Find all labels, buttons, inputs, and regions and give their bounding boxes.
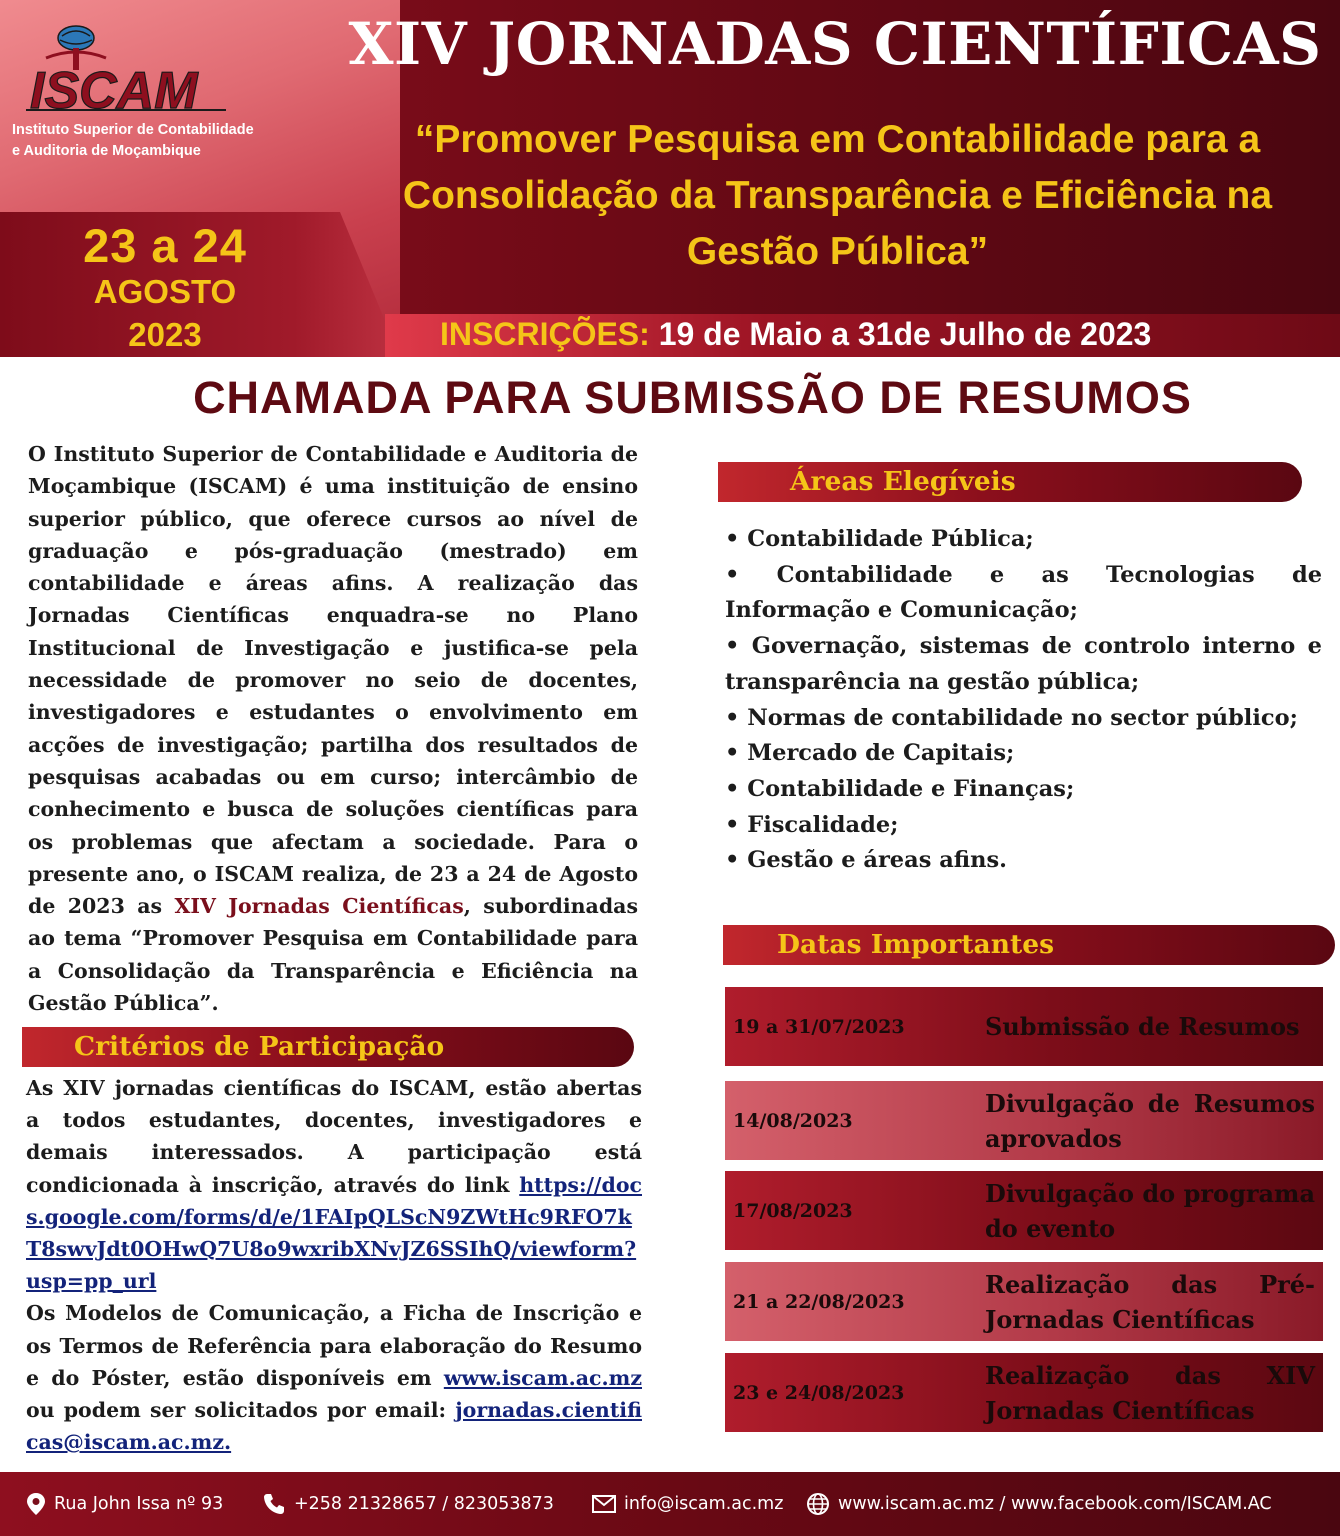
theme-line1: “Promover Pesquisa em Contabilidade para a	[414, 118, 1261, 161]
call-title: CHAMADA PARA SUBMISSÃO DE RESUMOS	[193, 372, 1192, 423]
criteria-heading-bar	[22, 1027, 634, 1067]
footer-email-text: info@iscam.ac.mz	[624, 1494, 784, 1514]
footer-bar	[0, 1472, 1340, 1536]
event-year: 2023	[128, 316, 202, 353]
date-row-date: 21 a 22/08/2023	[733, 1290, 905, 1313]
registration-dates: 19 de Maio a 31de Julho de 2023	[649, 316, 1152, 352]
footer-address-text: Rua John Issa nº 93	[54, 1494, 224, 1514]
intro-text-after: , subordinadas ao tema “Promover Pesquisa em Contabilidade para a Consolidação da Transparência e Eficiência na Gestão Pública”.	[28, 894, 638, 1016]
dates-heading: Datas Importantes	[777, 929, 1055, 960]
area-item: • Governação, sistemas de controlo interno e transparência na gestão pública;	[725, 629, 1322, 700]
criteria-paragraph	[26, 1072, 642, 1458]
date-row-date: 19 a 31/07/2023	[733, 1015, 905, 1038]
criteria-text2: Os Modelos de Comunicação, a Ficha de Inscrição e os Termos de Referência para elaboração do Resumo e do Póster, estão disponíveis em	[26, 1301, 642, 1390]
intro-highlight: XIV Jornadas Científicas	[174, 894, 464, 919]
date-row	[725, 1353, 1323, 1432]
dates-heading-bar	[723, 925, 1335, 965]
header-banner	[0, 0, 1340, 357]
registration-form-link[interactable]: https://docs.google.com/forms/d/e/1FAIpQLScN9ZWtHc9RFO7kT8swvJdt0OHwQ7U8o9wxribXNvJZ6SSIhQ/viewform?usp=pp_url	[26, 1172, 642, 1294]
date-row-event: Realização das Pré-Jornadas Científicas	[985, 1269, 1315, 1334]
event-title: XIV JORNADAS CIENTÍFICAS	[348, 10, 1322, 78]
iscam-logo-icon	[26, 18, 236, 118]
event-days: 23 a 24	[83, 219, 247, 272]
date-row-date: 14/08/2023	[733, 1109, 853, 1132]
institute-name	[12, 120, 302, 162]
criteria-heading: Critérios de Participação	[74, 1031, 445, 1062]
area-item: • Mercado de Capitais;	[725, 736, 1322, 772]
date-row-date: 23 e 24/08/2023	[733, 1381, 905, 1404]
footer-email[interactable]	[592, 1472, 783, 1536]
date-row	[725, 1262, 1323, 1341]
date-row	[725, 1171, 1323, 1250]
website-link[interactable]: www.iscam.ac.mz	[443, 1365, 642, 1390]
logo-text: ISCAM	[30, 62, 198, 118]
envelope-icon	[592, 1495, 616, 1513]
theme-line3: Gestão Pública”	[686, 230, 989, 273]
footer-phone-text: +258 21328657 / 823053873	[294, 1494, 554, 1514]
institute-name-line1: Instituto Superior de Contabilidade	[12, 122, 254, 138]
institute-name-line2: e Auditoria de Moçambique	[12, 143, 201, 159]
date-row-event: Realização das XIV Jornadas Científicas	[985, 1360, 1315, 1425]
event-month: AGOSTO	[93, 273, 237, 310]
footer-web-text: www.iscam.ac.mz / www.facebook.com/ISCAM.AC	[838, 1494, 1272, 1514]
date-row-event: Divulgação do programa do evento	[985, 1178, 1315, 1243]
intro-paragraph	[28, 438, 638, 1019]
globe-icon	[806, 1492, 830, 1516]
registration-label: INSCRIÇÕES:	[440, 316, 650, 352]
footer-address	[26, 1472, 223, 1536]
phone-icon	[262, 1492, 286, 1516]
date-row	[725, 987, 1323, 1066]
area-item: • Contabilidade e as Tecnologias de Informação e Comunicação;	[725, 558, 1322, 629]
area-item: • Contabilidade Pública;	[725, 522, 1322, 558]
footer-phone	[262, 1472, 554, 1536]
area-item: • Contabilidade e Finanças;	[725, 772, 1322, 808]
date-row-event: Divulgação de Resumos aprovados	[985, 1088, 1315, 1153]
footer-web[interactable]	[806, 1472, 1272, 1536]
registration-info	[440, 316, 1340, 353]
areas-heading-bar	[718, 462, 1302, 502]
criteria-text1: As XIV jornadas científicas do ISCAM, estão abertas a todos estudantes, docentes, investigadores e demais interessados. A participação está condicionada à inscrição, através do link	[26, 1076, 642, 1197]
location-pin-icon	[26, 1492, 46, 1516]
intro-text-before: O Instituto Superior de Contabilidade e Auditoria de Moçambique (ISCAM) é uma instituição de ensino superior público, que oferece cursos ao nível de graduação e pós-graduação (mestrado) em contabilidade e áreas afins. A realização das Jornadas Científicas enquadra-se no Plano Institucional de Investigação e justifica-se pela necessidade de promover no seio de docentes, investigadores e estudantes o envolvimento em acções de investigação; partilha dos resultados de pesquisas acabadas ou em curso; intercâmbio de conhecimento e busca de soluções científicas para os problemas que afectam a sociedade. Para o presente ano, o ISCAM realiza, de 23 a 24 de Agosto de 2023 as	[28, 442, 638, 919]
area-item: • Fiscalidade;	[725, 808, 1322, 844]
date-row-event: Submissão de Resumos	[985, 1012, 1300, 1041]
date-row-date: 17/08/2023	[733, 1199, 853, 1222]
area-item: • Normas de contabilidade no sector público;	[725, 701, 1322, 737]
date-row	[725, 1081, 1323, 1160]
email-link[interactable]: jornadas.cientificas@iscam.ac.mz.	[26, 1398, 642, 1455]
areas-list	[725, 522, 1322, 879]
theme-line2: Consolidação da Transparência e Eficiência na	[402, 174, 1273, 217]
area-item: • Gestão e áreas afins.	[725, 843, 1322, 879]
areas-heading: Áreas Elegíveis	[790, 466, 1016, 497]
criteria-text3: ou podem ser solicitados por email:	[26, 1398, 456, 1423]
event-theme	[345, 112, 1330, 280]
